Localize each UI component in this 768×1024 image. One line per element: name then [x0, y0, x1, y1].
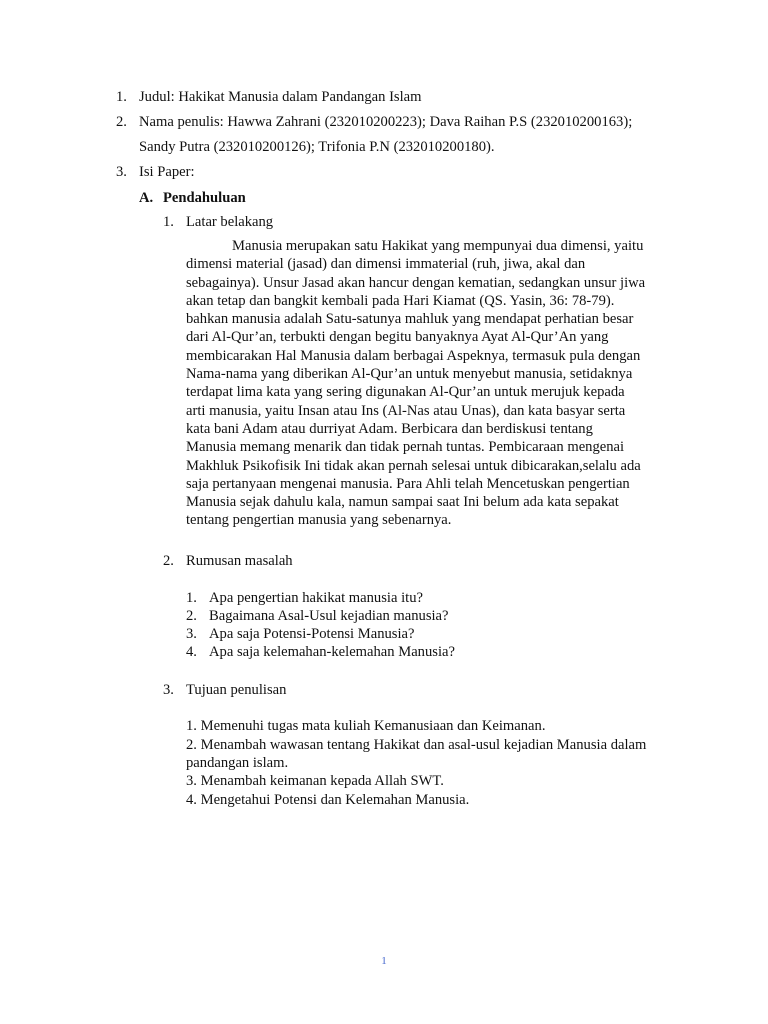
paragraph-line: kata bani Adam atau durriyat Adam. Berbicara dan berdiskusi tentang	[186, 420, 593, 437]
subsection-3-heading: Tujuan penulisan	[186, 682, 287, 698]
section-a-heading: Pendahuluan	[163, 190, 246, 206]
paragraph-line: arti manusia, yaitu Insan atau Ins (Al-Nas atau Unas), dan kata basyar serta	[186, 402, 626, 419]
question-3-number: 3.	[186, 626, 197, 642]
subsection-2-heading: Rumusan masalah	[186, 553, 293, 569]
paragraph-line: dimensi material (jasad) dan dimensi immaterial (ruh, jiwa, akal dan	[186, 256, 586, 273]
question-4-text: Apa saja kelemahan-kelemahan Manusia?	[209, 644, 455, 660]
objective-line: pandangan islam.	[186, 755, 289, 771]
paragraph-line: tentang pengertian manusia yang sebenarnya.	[186, 512, 452, 529]
subsection-1-heading: Latar belakang	[186, 214, 274, 230]
objective-line: 4. Mengetahui Potensi dan Kelemahan Manusia.	[186, 792, 470, 808]
item-1-title: Judul: Hakikat Manusia dalam Pandangan Islam	[139, 89, 422, 105]
paragraph-line: bahkan manusia adalah Satu-satunya mahluk yang mendapat perhatian besar	[186, 311, 634, 328]
paragraph-line: Manusia sejak dahulu kala, namun sampai saat Ini belum ada kata sepakat	[186, 494, 619, 511]
item-2-authors-line2: Sandy Putra (232010200126); Trifonia P.N (232010200180).	[139, 139, 495, 155]
paragraph-line: membicarakan Hal Manusia dalam berbagai Aspeknya, termasuk pula dengan	[186, 347, 641, 364]
subsection-1-number: 1.	[163, 214, 174, 230]
item-3-title: Isi Paper:	[139, 164, 195, 180]
subsection-2-number: 2.	[163, 553, 174, 569]
question-4-number: 4.	[186, 644, 197, 660]
question-1-text: Apa pengertian hakikat manusia itu?	[209, 590, 423, 606]
paragraph-line: sebagainya). Unsur Jasad akan hancur dengan kematian, sedangkan unsur jiwa	[186, 274, 646, 291]
background-paragraph	[186, 237, 686, 530]
section-a-letter: A.	[139, 190, 154, 206]
paragraph-line: Nama-nama yang diberikan Al-Qur’an untuk menyebut manusia, setidaknya	[186, 366, 633, 383]
question-2-text: Bagaimana Asal-Usul kejadian manusia?	[209, 608, 449, 624]
paragraph-line: Makhluk Psikofisik Ini tidak akan pernah selesai untuk dibicarakan,selalu ada	[186, 457, 641, 474]
question-3-text: Apa saja Potensi-Potensi Manusia?	[209, 626, 415, 642]
paragraph-line: terdapat lima kata yang sering digunakan Al-Qur’an untuk merujuk kepada	[186, 384, 625, 401]
item-1-number: 1.	[116, 89, 127, 105]
objective-line: 3. Menambah keimanan kepada Allah SWT.	[186, 773, 444, 789]
item-2-number: 2.	[116, 114, 127, 130]
paragraph-line: Manusia merupakan satu Hakikat yang mempunyai dua dimensi, yaitu	[232, 238, 644, 254]
objective-line: 1. Memenuhi tugas mata kuliah Kemanusiaan dan Keimanan.	[186, 718, 546, 734]
page-number: 1	[381, 955, 387, 967]
paragraph-line: Manusia memang menarik dan tidak pernah tuntas. Pembicaraan mengenai	[186, 439, 625, 456]
subsection-3-number: 3.	[163, 682, 174, 698]
question-2-number: 2.	[186, 608, 197, 624]
paragraph-line: saja pertanyaan mengenai manusia. Para Ahli telah Mencetuskan pengertian	[186, 475, 630, 492]
item-3-number: 3.	[116, 164, 127, 180]
question-1-number: 1.	[186, 590, 197, 606]
paragraph-line: dari Al-Qur’an, terbukti dengan begitu banyaknya Ayat Al-Qur’An yang	[186, 329, 609, 346]
item-2-authors-line1: Nama penulis: Hawwa Zahrani (232010200223); Dava Raihan P.S (232010200163);	[139, 114, 633, 130]
paragraph-line: akan tetap dan bangkit kembali pada Hari Kiamat (QS. Yasin, 36: 78-79).	[186, 292, 615, 309]
objective-line: 2. Menambah wawasan tentang Hakikat dan asal-usul kejadian Manusia dalam	[186, 737, 647, 753]
